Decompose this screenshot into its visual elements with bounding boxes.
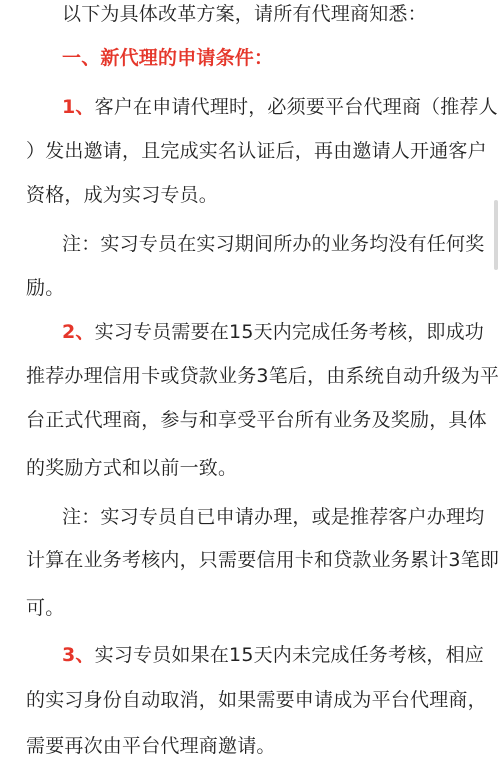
item-1-line-3: 资格，成为实习专员。 — [26, 184, 219, 206]
item-2-line-3: 台正式代理商，参与和享受平台所有业务及奖励，具体 — [26, 409, 487, 431]
item-2-line-4: 的奖励方式和以前一致。 — [26, 457, 238, 479]
item-1-note-line-1: 注：实习专员在实习期间所办的业务均没有任何奖 — [62, 233, 485, 255]
section-heading: 一、新代理的申请条件： — [62, 47, 274, 69]
item-1-text: 客户在申请代理时，必须要平台代理商（推荐人 — [94, 96, 498, 118]
item-1-first-line — [62, 95, 498, 119]
item-3-number: 3、 — [62, 644, 95, 666]
intro-text: 以下为具体改革方案，请所有代理商知悉： — [62, 3, 427, 25]
item-2-text: 实习专员需要在15天内完成任务考核，即成功 — [94, 321, 485, 343]
item-1-note-line-2: 励。 — [26, 277, 65, 299]
item-2-number: 2、 — [62, 321, 95, 343]
item-1-number: 1、 — [62, 96, 95, 118]
item-3-line-2: 的实习身份自动取消，如果需要申请成为平台代理商， — [26, 689, 487, 711]
item-3-first-line — [62, 643, 486, 667]
scrollbar-thumb[interactable] — [494, 200, 498, 270]
item-2-note-line-3: 可。 — [26, 597, 65, 619]
item-3-text: 实习专员如果在15天内未完成任务考核，相应 — [94, 644, 485, 666]
item-1-line-2: ）发出邀请，且完成实名认证后，再由邀请人开通客户 — [26, 140, 487, 162]
item-2-note-line-1: 注：实习专员自已申请办理，或是推荐客户办理均 — [62, 506, 485, 528]
item-2-first-line — [62, 320, 486, 344]
item-3-line-3: 需要再次由平台代理商邀请。 — [26, 735, 276, 757]
item-2-line-2: 推荐办理信用卡或贷款业务3笔后，由系统自动升级为平 — [26, 365, 500, 387]
item-2-note-line-2: 计算在业务考核内，只需要信用卡和贷款业务累计3笔即 — [26, 549, 500, 571]
